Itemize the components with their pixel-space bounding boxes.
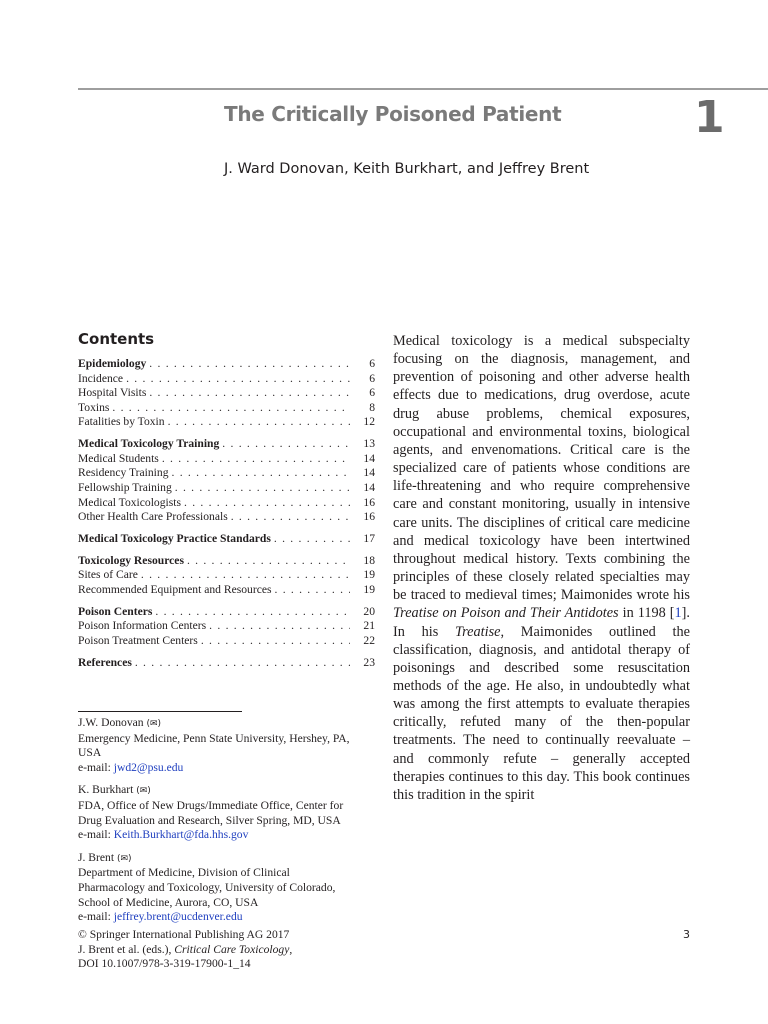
citation-prefix: J. Brent et al. (eds.), [78, 942, 175, 956]
toc-entry-title: Other Health Care Professionals [78, 510, 228, 524]
toc-group [78, 554, 375, 598]
citation-link[interactable]: 1 [674, 605, 682, 622]
toc-entry-title: Toxicology Resources [78, 553, 184, 567]
toc-entry-title: Poison Information Centers [78, 619, 207, 633]
affiliation-name-line [78, 716, 378, 732]
copyright-block [78, 928, 398, 972]
affiliation-address-line: USA [78, 746, 102, 760]
toc-entry-page: 22 [363, 633, 375, 647]
toc-entry[interactable] [78, 568, 375, 583]
toc-entry[interactable] [78, 415, 375, 430]
toc-entry-page: 14 [363, 480, 375, 494]
toc-entry[interactable] [78, 452, 375, 467]
toc-entry-title: References [78, 655, 132, 669]
body-paragraph [393, 332, 690, 804]
chapter-number: 1 [694, 92, 725, 143]
toc-entry-title: Fatalities by Toxin [78, 415, 165, 429]
toc-leader-dots [275, 583, 351, 598]
affiliation-email-line [78, 828, 378, 843]
toc-entry-page: 20 [363, 604, 375, 618]
affiliation-name-line [78, 851, 378, 867]
treatise-short-title: Treatise [454, 623, 501, 640]
toc-entry-page: 13 [363, 437, 375, 451]
toc-entry[interactable] [78, 619, 375, 634]
toc-entry[interactable] [78, 605, 375, 620]
toc-entry[interactable] [78, 656, 375, 671]
toc-leader-dots [222, 437, 350, 452]
author-affiliations [78, 716, 378, 925]
toc-entry-title: Recommended Equipment and Resources [78, 582, 272, 596]
toc-entry-page: 14 [363, 466, 375, 480]
toc-group [78, 357, 375, 430]
toc-entry-title: Toxins [78, 400, 110, 414]
toc-entry-title: Medical Toxicologists [78, 495, 181, 509]
toc-entry-page: 18 [363, 553, 375, 567]
toc-entry-page: 8 [369, 400, 375, 414]
toc-leader-dots [201, 634, 350, 649]
toc-entry[interactable] [78, 437, 375, 452]
affiliation-address-line: Pharmacology and Toxicology, University of Colorado, [78, 880, 336, 894]
body-text-part: in 1198 [ [618, 605, 675, 622]
toc-group [78, 532, 375, 547]
author-affiliation [78, 851, 378, 925]
toc-leader-dots [172, 466, 351, 481]
toc-entry[interactable] [78, 510, 375, 525]
affiliation-email-line [78, 910, 378, 925]
toc-leader-dots [162, 452, 350, 467]
toc-entry-title: Hospital Visits [78, 386, 147, 400]
toc-leader-dots [187, 554, 350, 569]
toc-entry[interactable] [78, 386, 375, 401]
envelope-icon: (✉) [114, 853, 132, 864]
affiliation-name-line [78, 783, 378, 799]
citation-suffix: , [289, 942, 293, 956]
body-text-part: ]. In his [393, 605, 690, 640]
toc-entry-page: 16 [363, 495, 375, 509]
affiliation-address-line: FDA, Office of New Drugs/Immediate Office, Center for [78, 798, 344, 812]
affiliation-email-line [78, 761, 378, 776]
body-text-part: , Maimonides outlined the classification, diagnosis, and antidotal therapy of poisonings and described some resuscitation methods of the age. He also, in undoubtedly what was among the first attempts to evaluate therapies critically, refuted many of the then-popular treatments. The need to continually reevaluate – and commonly refute – generally accepted therapies continues to this day. This book continues this tradition in the spirit [393, 623, 690, 803]
footnote-rule [78, 711, 242, 712]
toc-entry-page: 17 [363, 531, 375, 545]
toc-group [78, 605, 375, 649]
chapter-authors: J. Ward Donovan, Keith Burkhart, and Jeffrey Brent [224, 161, 590, 177]
toc-leader-dots [112, 401, 350, 416]
toc-entry[interactable] [78, 634, 375, 649]
toc-entry[interactable] [78, 481, 375, 496]
toc-group [78, 437, 375, 525]
toc-entry-title: Epidemiology [78, 357, 147, 370]
toc-entry-page: 12 [363, 415, 375, 429]
doi-line[interactable]: DOI 10.1007/978-3-319-17900-1_14 [78, 957, 251, 971]
toc-entry-title: Sites of Care [78, 568, 138, 582]
toc-entry[interactable] [78, 583, 375, 598]
toc-leader-dots [184, 496, 350, 511]
toc-leader-dots [141, 568, 350, 583]
top-rule [78, 88, 768, 90]
author-affiliation [78, 783, 378, 842]
toc-leader-dots [274, 532, 350, 547]
toc-entry-page: 21 [363, 619, 375, 633]
book-title: Critical Care Toxicology [174, 942, 290, 956]
toc-entry-page: 6 [369, 371, 375, 385]
toc-entry-page: 14 [363, 451, 375, 465]
affiliation-author-name: J.W. Donovan [78, 716, 144, 729]
affiliation-address-line: School of Medicine, Aurora, CO, USA [78, 895, 259, 909]
toc-group [78, 656, 375, 671]
toc-leader-dots [149, 386, 350, 401]
author-affiliation [78, 716, 378, 775]
toc-entry[interactable] [78, 357, 375, 372]
email-label: e-mail: [78, 910, 114, 924]
copyright-line: © Springer International Publishing AG 2017 [78, 928, 290, 941]
toc-entry-page: 19 [363, 568, 375, 582]
affiliation-address-line: Department of Medicine, Division of Clinical [78, 866, 290, 880]
email-link[interactable]: Keith.Burkhart@fda.hhs.gov [113, 828, 249, 842]
page-number: 3 [683, 928, 690, 941]
affiliation-author-name: K. Burkhart [78, 783, 134, 797]
toc-entry[interactable] [78, 466, 375, 481]
envelope-icon: (✉) [143, 719, 162, 729]
toc-entry[interactable] [78, 532, 375, 547]
email-label: e-mail: [78, 828, 114, 842]
affiliation-author-name: J. Brent [78, 850, 115, 864]
toc-entry[interactable] [78, 496, 375, 511]
toc-entry-title: Poison Centers [78, 604, 153, 618]
envelope-icon: (✉) [133, 786, 151, 797]
toc-entry[interactable] [78, 372, 375, 387]
toc-entry-page: 16 [363, 510, 375, 524]
toc-leader-dots [231, 510, 350, 525]
citation-line [78, 943, 398, 958]
toc-entry-title: Poison Treatment Centers [78, 633, 198, 647]
toc-leader-dots [155, 605, 350, 620]
toc-leader-dots [209, 619, 350, 634]
email-link[interactable]: jwd2@psu.edu [113, 760, 184, 774]
toc-entry-title: Medical Students [78, 451, 159, 465]
toc-entry[interactable] [78, 554, 375, 569]
toc-entry-title: Medical Toxicology Practice Standards [78, 531, 271, 545]
email-link[interactable]: jeffrey.brent@ucdenver.edu [113, 910, 243, 924]
toc-entry[interactable] [78, 401, 375, 416]
affiliation-address-line: Emergency Medicine, Penn State University, Hershey, PA, [78, 731, 350, 745]
body-text-part: Medical toxicology is a medical subspecialty focusing on the diagnosis, management, and prevention of poisoning and other adverse health effects due to medications, drug overdose, acute drug abuse problems, chemical exposures, occupational and environmental toxins, biological agents, and envenomations. Critical care is the specialized care of patients whose conditions are life-threatening and who require comprehensive care and constant monitoring, usually in intensive care units. The disciplines of critical care medicine and medical toxicology have been intertwined throughout medical history. Texts combining the principles of these closely related specialties may be traced to medieval times; Maimonides wrote his [393, 333, 690, 604]
toc-entry-page: 6 [369, 386, 375, 400]
toc-entry-title: Incidence [78, 371, 124, 385]
toc-leader-dots [168, 415, 350, 430]
affiliation-address-line: Drug Evaluation and Research, Silver Spring, MD, USA [78, 813, 341, 827]
toc-entry-page: 19 [363, 582, 375, 596]
toc-leader-dots [126, 372, 350, 387]
toc-leader-dots [175, 481, 350, 496]
toc-entry-title: Residency Training [78, 466, 169, 480]
chapter-title: The Critically Poisoned Patient [224, 102, 562, 126]
treatise-title: Treatise on Poison and Their Antidotes [393, 605, 619, 622]
toc-entry-page: 23 [363, 655, 375, 669]
toc-entry-title: Fellowship Training [78, 480, 172, 494]
table-of-contents [78, 357, 375, 670]
toc-leader-dots [149, 357, 350, 372]
email-label: e-mail: [78, 760, 114, 774]
contents-heading: Contents [78, 330, 155, 348]
toc-leader-dots [135, 656, 350, 671]
toc-entry-page: 6 [369, 357, 375, 370]
toc-entry-title: Medical Toxicology Training [78, 437, 220, 451]
